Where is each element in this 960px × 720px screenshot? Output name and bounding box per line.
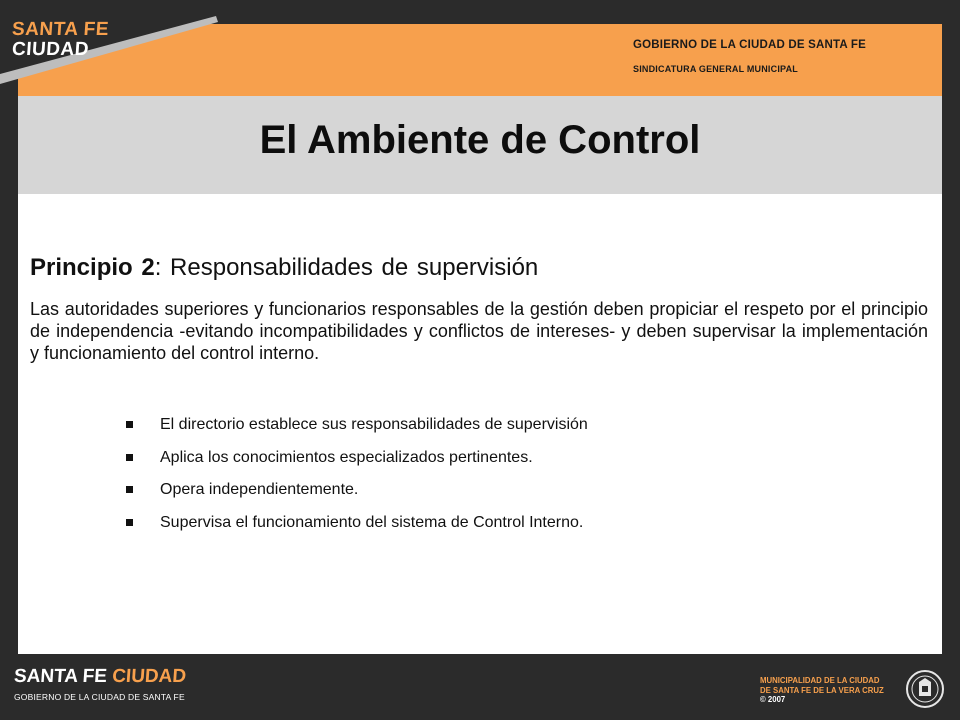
logo-santa-fe: SANTA FE — [11, 19, 110, 40]
footer-brand — [13, 666, 187, 688]
municipality-label — [760, 676, 884, 705]
logo-ciudad: CIUDAD — [11, 39, 90, 60]
principle-paragraph: Las autoridades superiores y funcionarios responsables de la gestión deben propiciar el respeto por el principio de independencia -evitando incompatibilidades y conflictos de intereses- y deben supervisar la implementación y funcionamiento del control interno. — [30, 299, 928, 363]
footer-government: GOBIERNO DE LA CIUDAD DE SANTA FE — [14, 692, 185, 702]
municipality-line2: DE SANTA FE DE LA VERA CRUZ — [760, 685, 884, 695]
government-subtitle: SINDICATURA GENERAL MUNICIPAL — [633, 64, 798, 74]
list-item — [126, 416, 588, 449]
bullet-square-icon — [126, 421, 133, 428]
principle-label: Principio 2 — [30, 254, 155, 281]
bullet-list — [126, 416, 588, 546]
slide-title: El Ambiente de Control — [259, 118, 701, 162]
title-band — [18, 96, 942, 194]
bullet-square-icon — [126, 519, 133, 526]
copyright: © 2007 — [760, 695, 786, 704]
bullet-square-icon — [126, 486, 133, 493]
list-item — [126, 481, 588, 514]
content-area — [18, 194, 942, 654]
bullet-text: Supervisa el funcionamiento del sistema de Control Interno. — [160, 513, 584, 531]
city-seal-icon — [905, 669, 945, 709]
bullet-square-icon — [126, 454, 133, 461]
bullet-text: El directorio establece sus responsabilidades de supervisión — [160, 416, 588, 433]
municipality-line1: MUNICIPALIDAD DE LA CIUDAD — [760, 676, 880, 685]
footer-brand-ciudad: CIUDAD — [111, 666, 187, 687]
principle-heading — [30, 254, 538, 282]
list-item — [126, 514, 588, 547]
footer-logo — [14, 666, 186, 702]
principle-title: : Responsabilidades de supervisión — [154, 254, 539, 281]
bullet-text: Opera independientemente. — [160, 481, 359, 498]
footer-brand-santa-fe: SANTA FE — [13, 666, 113, 687]
list-item — [126, 449, 588, 482]
government-title: GOBIERNO DE LA CIUDAD DE SANTA FE — [633, 39, 866, 51]
bullet-text: Aplica los conocimientos especializados pertinentes. — [160, 448, 533, 466]
